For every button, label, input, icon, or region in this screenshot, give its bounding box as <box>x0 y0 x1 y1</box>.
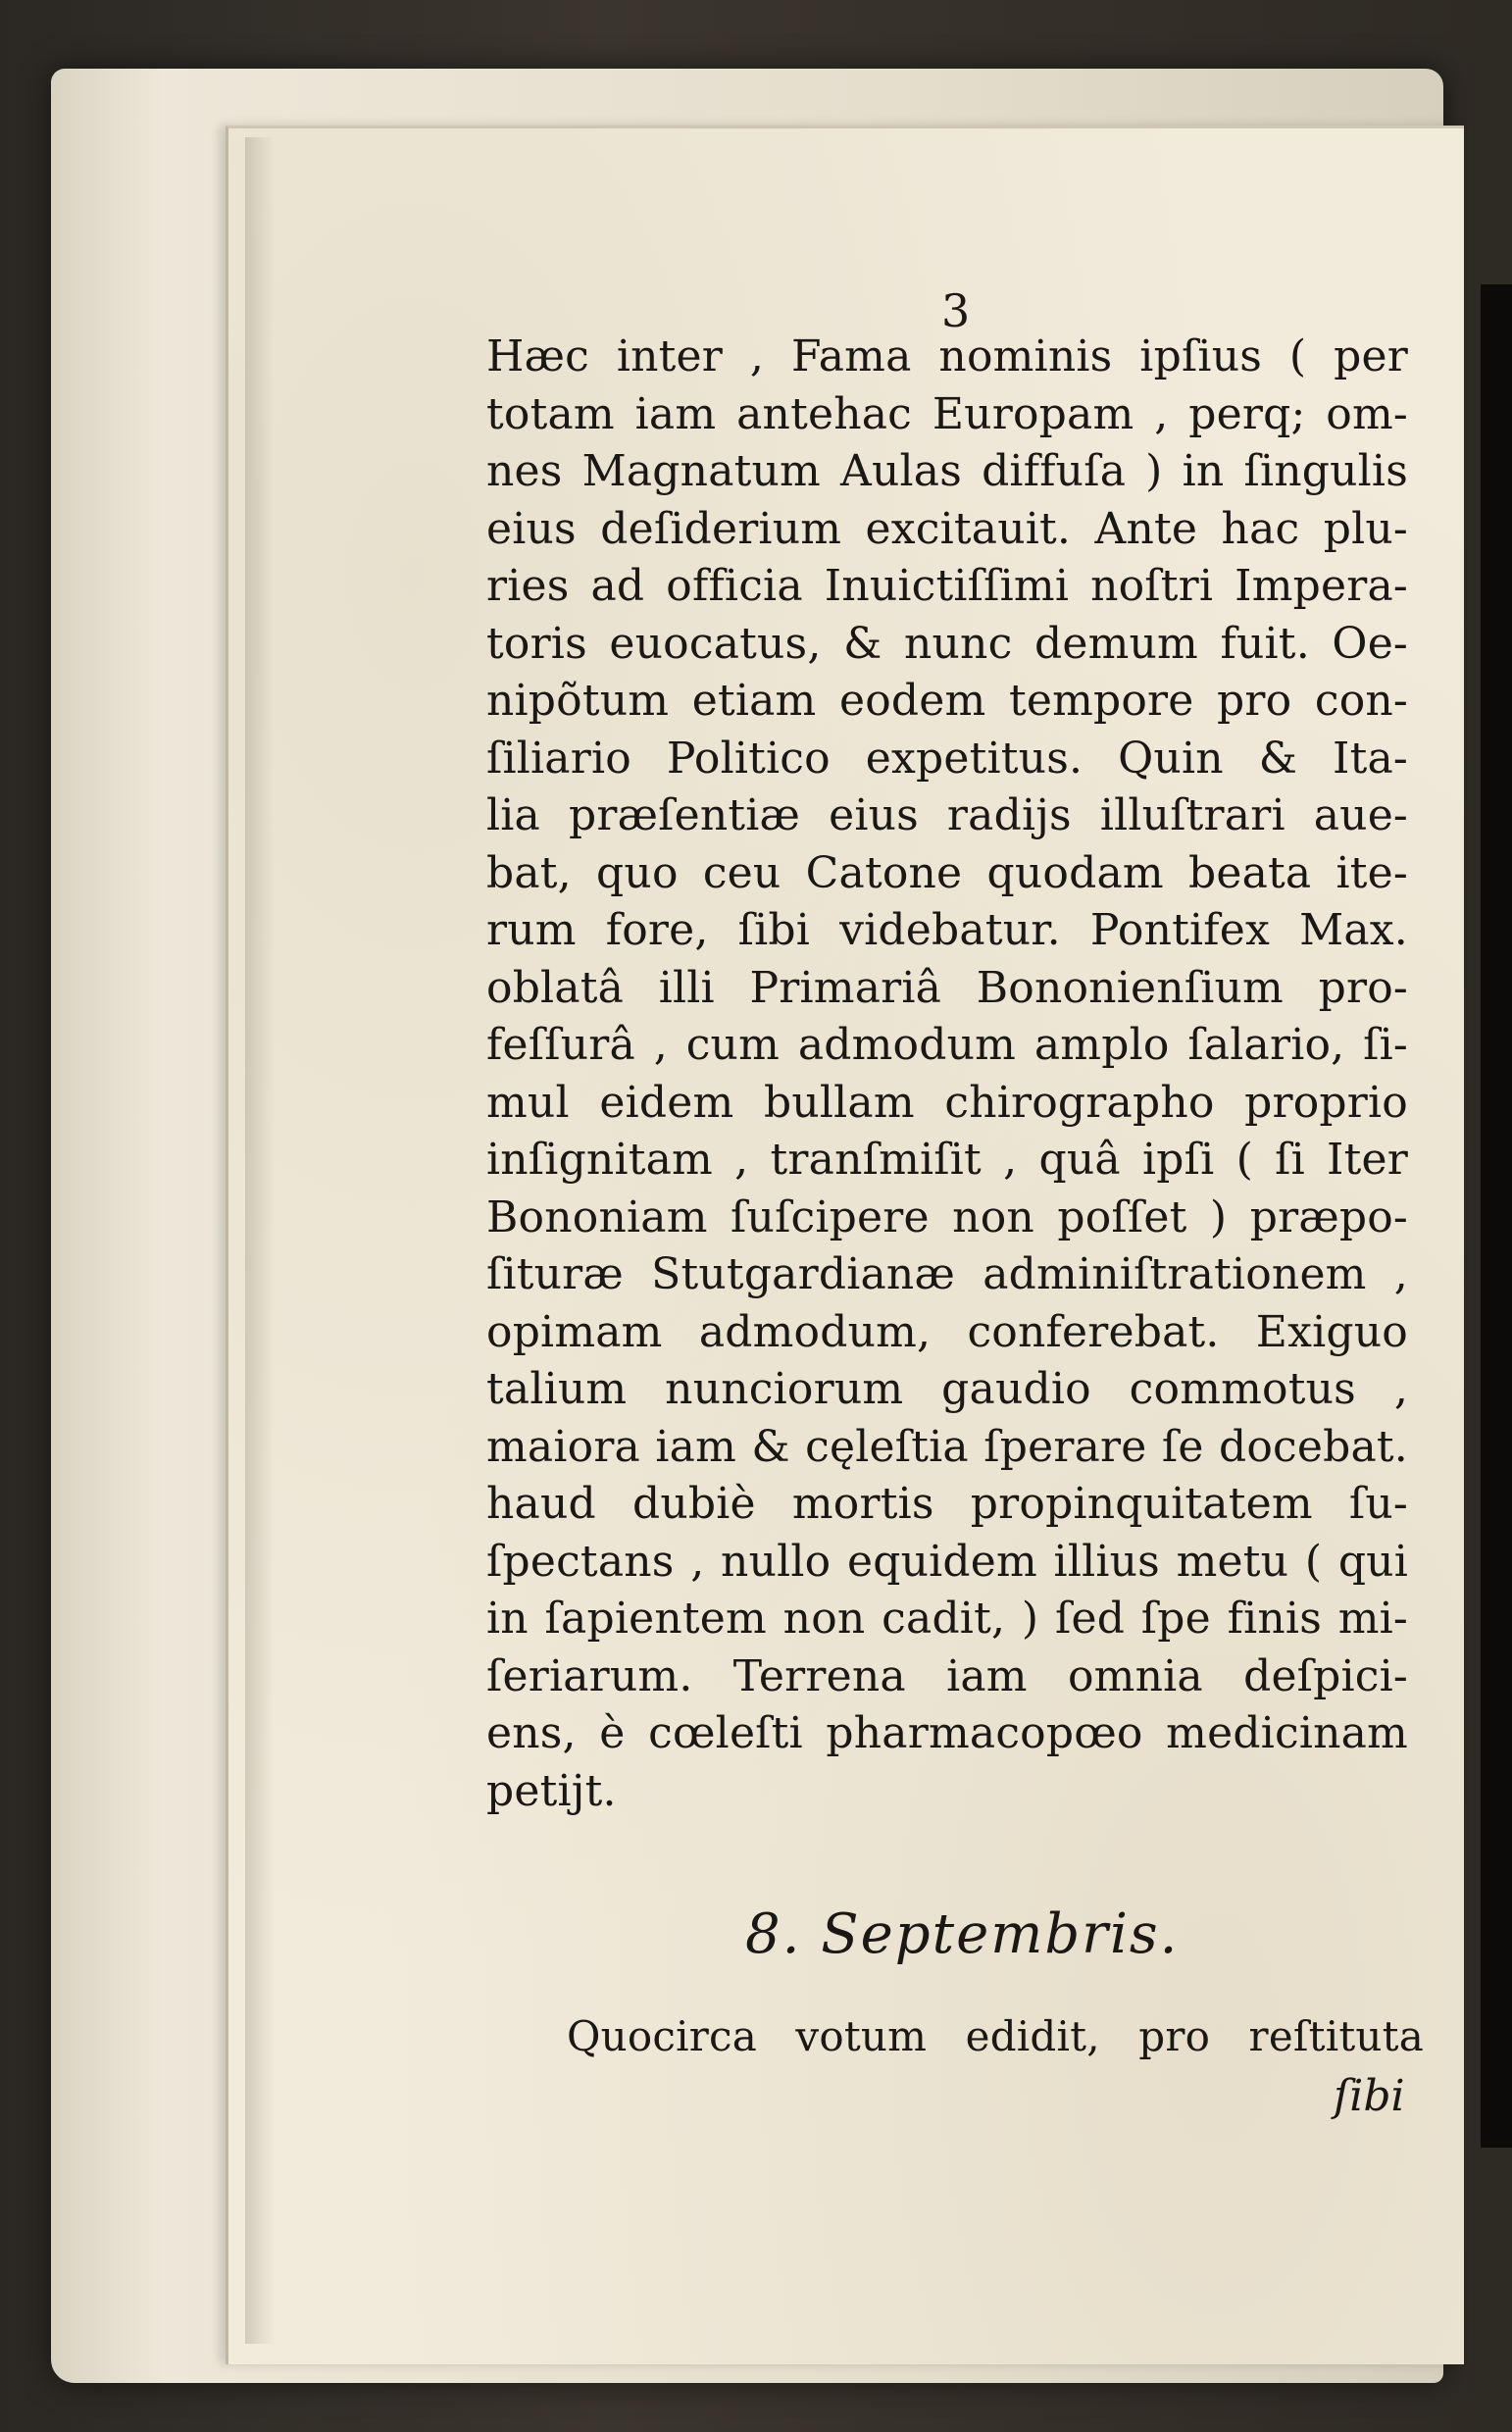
body-text <box>486 329 1408 1820</box>
text-line: ſeriarum. Terrena iam omnia deſpici- <box>486 1650 1408 1701</box>
text-line: nes Magnatum Aulas diffuſa ) in ſingulis <box>486 446 1408 496</box>
text-line: bat, quo ceu Catone quodam beata ite- <box>486 847 1408 898</box>
text-line: nipõtum etiam eodem tempore pro con- <box>486 676 1408 726</box>
text-line: Hæc inter , Fama nominis ipſius ( per <box>486 331 1408 381</box>
text-line: mul eidem bullam chirographo proprio <box>486 1077 1408 1128</box>
text-line: Bononiam ſuſcipere non poſſet ) præpo- <box>486 1191 1408 1242</box>
text-line: haud dubiè mortis propinquitatem ſu- <box>486 1479 1408 1529</box>
text-line: ſituræ Stutgardianæ adminiſtrationem , <box>486 1249 1408 1299</box>
text-line: feſſurâ , cum admodum amplo ſalario, ſi- <box>486 1020 1408 1070</box>
catchword: ſibi <box>1334 2071 1405 2121</box>
continuation-text <box>567 2008 1424 2066</box>
text-line: toris euocatus, & nunc demum fuit. Oe- <box>486 618 1408 669</box>
page-number: 3 <box>941 284 971 337</box>
text-line: inſignitam , tranſmiſit , quâ ipſi ( ſi Iter <box>486 1135 1408 1185</box>
page-gutter-shadow <box>245 137 275 2344</box>
text-line: ens, è cœleſti pharmacopœo medicinam <box>486 1708 1408 1758</box>
text-line: maiora iam & cęleſtia ſperare ſe docebat. <box>486 1421 1408 1472</box>
text-line: oblatâ illi Primariâ Bononienſium pro- <box>486 962 1408 1013</box>
text-line: in ſapientem non cadit, ) ſed ſpe finis mi- <box>486 1594 1408 1644</box>
text-line: talium nunciorum gaudio commotus , <box>486 1364 1408 1414</box>
text-line: lia præſentiæ eius radijs illuſtrari aue- <box>486 790 1408 840</box>
text-line: opimam admodum, conferebat. Exiguo <box>486 1306 1408 1357</box>
text-line: ries ad officia Inuictiſſimi noſtri Impera- <box>486 561 1408 611</box>
text-line: petijt. <box>486 1765 617 1816</box>
text-line: ſpectans , nullo equidem illius metu ( qui <box>486 1536 1408 1587</box>
text-line: totam iam antehac Europam , perq; om- <box>486 388 1408 439</box>
right-edge-shadow <box>1481 284 1512 2148</box>
text-line: eius deſiderium excitauit. Ante hac plu- <box>486 503 1408 554</box>
text-line: rum fore, ſibi videbatur. Pontifex Max. <box>486 905 1408 955</box>
date-heading: 8. Septembris. <box>745 1902 1180 1966</box>
text-line: Quocirca votum edidit, pro reſtituta <box>567 2012 1424 2060</box>
text-line: ſiliario Politico expetitus. Quin & Ita- <box>486 733 1408 784</box>
